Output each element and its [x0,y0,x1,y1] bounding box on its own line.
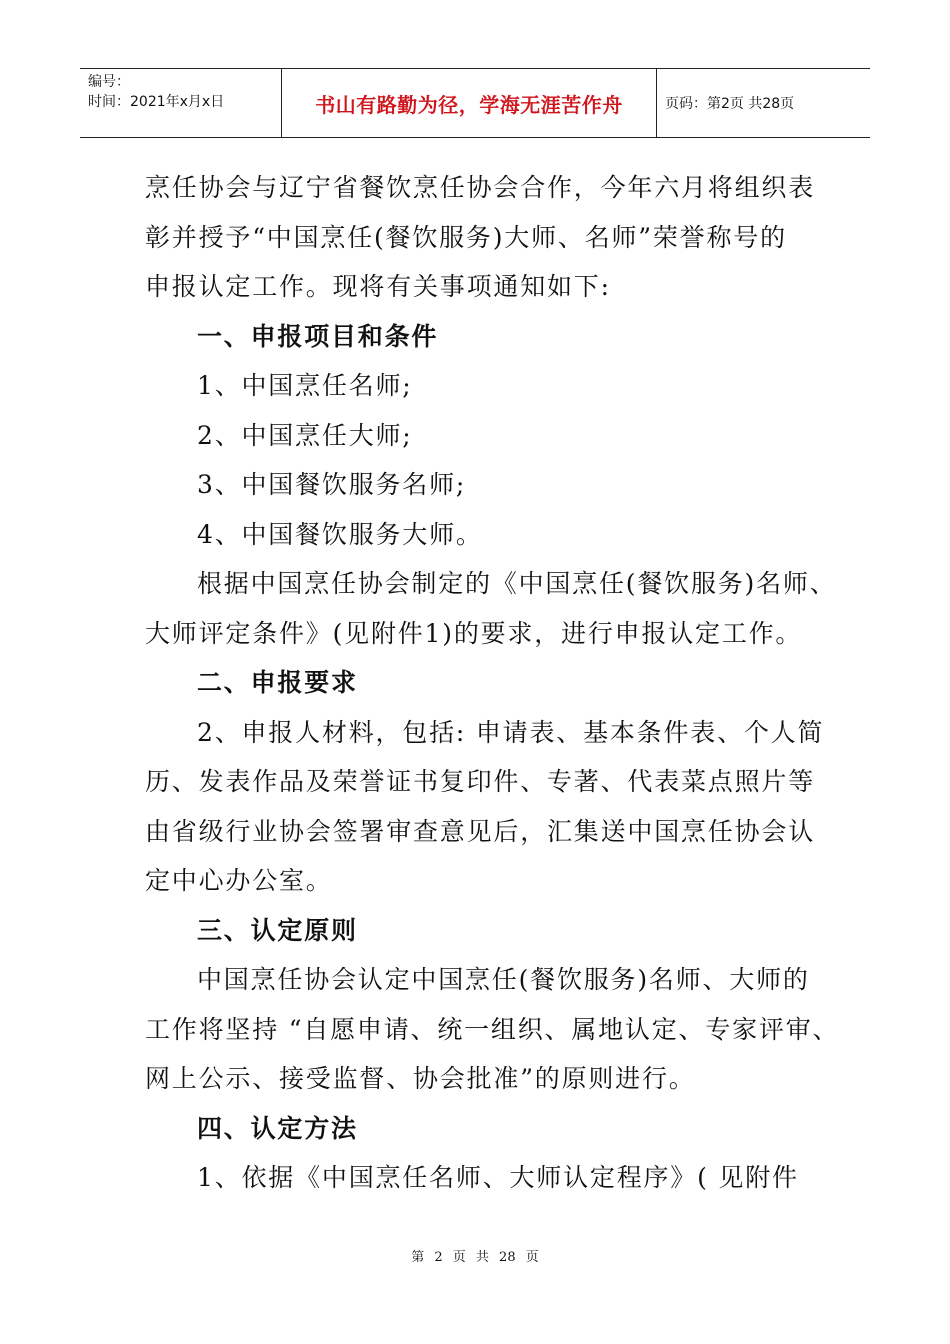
page-footer: 第 2 页 共 28 页 [411,1250,539,1265]
body-line: 申报认定工作。现将有关事项通知如下: [145,272,611,301]
section-heading-2: 二、申报要求 [197,668,358,697]
document-body [145,163,840,1203]
body-line: 定中心办公室。 [145,866,333,895]
list-item: 2、中国烹任大师; [197,420,413,450]
body-line: 烹任协会与辽宁省餐饮烹任协会合作，今年六月将组织表 [145,173,816,202]
body-line: 2、申报人材料，包括: 申请表、基本条件表、个人简 [197,717,825,747]
body-line: 大师评定条件》(见附件1)的要求，进行申报认定工作。 [145,618,803,648]
document-number-label: 编号： [88,74,130,90]
section-heading-4: 四、认定方法 [197,1113,358,1143]
list-item: 4、中国餐饮服务大师。 [197,519,483,549]
list-item: 1、中国烹任名师; [197,371,413,400]
page-header [80,68,870,138]
section-heading-3: 三、认定原则 [197,915,358,945]
section-heading-1: 一、申报项目和条件 [197,321,439,351]
header-motto: 书山有路勤为径，学海无涯苦作舟 [282,69,657,137]
body-line: 中国烹任协会认定中国烹任(餐饮服务)名师、大师的 [197,965,810,994]
header-meta [80,69,282,137]
list-item: 3、中国餐饮服务名师; [197,470,467,499]
body-line: 工作将坚持 “自愿申请、统一组织、属地认定、专家评审、 [145,1014,840,1044]
body-line: 彰并授予“中国烹任(餐饮服务)大师、名师”荣誉称号的 [145,222,787,252]
body-line: 由省级行业协会签署审查意见后，汇集送中国烹任协会认 [145,816,816,846]
header-page-info: 页码：第2页 共28页 [665,96,795,112]
body-line: 根据中国烹任协会制定的《中国烹任(餐饮服务)名师、 [197,569,837,598]
body-line: 1、依据《中国烹任名师、大师认定程序》( 见附件 [197,1163,799,1192]
body-line: 网上公示、接受监督、协会批准”的原则进行。 [145,1064,696,1093]
body-line: 历、发表作品及荣誉证书复印件、专著、代表菜点照片等 [145,767,816,796]
document-time-label: 时间：2021年x月x日 [88,94,225,110]
